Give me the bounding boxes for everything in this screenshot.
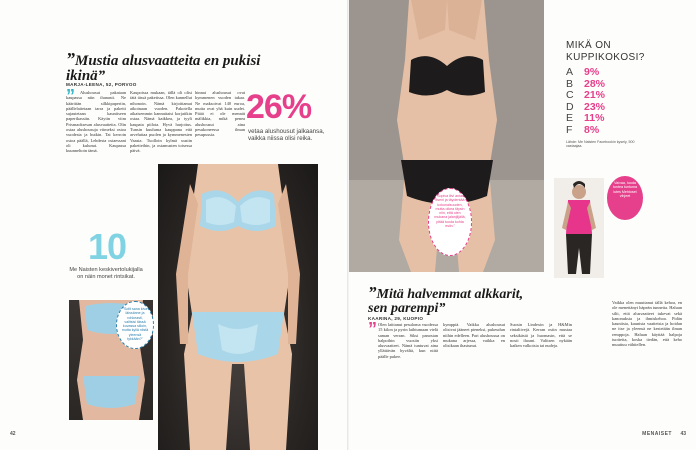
survey-letter: D <box>566 100 574 113</box>
survey-percent: 9% <box>584 66 600 78</box>
left-title-text: Mustia alusvaatteita en pukisi ikinä” <box>66 53 261 84</box>
photo-left-illustration <box>158 164 318 450</box>
left-article-title <box>66 49 261 84</box>
callout-small-pink: Vaivaa, tuoda tuntea tuntuma lutes Mehtoset vihjeet <box>607 176 643 220</box>
right-title-text: Mitä halvemmat alkkarit, sen parempi” <box>368 287 524 316</box>
right-body-column-3: Suosin Lindexin ja H&Min rintaliivejä. Kerran ostin mustaa seksikästä ja huomasin, että se nosti ihoani. Valitsen nykään kaiken valkoisia tai nudeja. <box>510 322 572 349</box>
survey-row <box>566 101 676 113</box>
survey-percent: 11% <box>584 112 605 124</box>
photo-woman-blue-lingerie <box>158 164 318 450</box>
callout-right: ”Sopiva liivi antaa itseni ja täydentää kokonaisuuden, mutta oikea täysin niin, että olen mukana jalanjiljällä, pitää tuoda kohta esiin.” <box>428 188 472 256</box>
right-quote-mark-icon: ” <box>368 319 377 339</box>
right-article-title <box>368 283 543 316</box>
photo-right-small-illustration <box>554 178 604 278</box>
stat-10: 10 <box>88 226 127 267</box>
survey-letter: A <box>566 66 574 78</box>
stat-26-caption: vetaa alushousut jalkaansa, vaikka niissa olisi reika. <box>248 128 325 142</box>
survey-row <box>566 66 676 78</box>
right-body-column-1: Olen laittanut pesuloma vuodessa 15 kilon ja pyrin laihtumaan vielä saman verran. Siksi panostan halpoihin vuosiin yksi alusvaatteet. Nämä tuntuvat aina yllättävän hyvältä, kun niitä päälle pukee. <box>378 322 438 359</box>
left-body-column-1: Alushousut pakataan kaupassa niin ihanasti. Ne käärittän silkkipaperiin, päällelaitetaan tarra ja paketti sujautetaan kauniiseen paperikassiin. Käytin viim Prismaoksesan alusvaatteita. Olin ostaa alushousuja viimeksi ostoa vuodesta ja hutkin. Tai kerroin ostoa päällä, Lehdesta ostaessani oli kulunut. Kaupassa kuunneltoin tämä. <box>66 90 126 154</box>
survey-row <box>566 124 676 136</box>
survey-letter: F <box>566 123 573 136</box>
left-body-column-2: Kaupoissa mukaan, tällä oli olisi tätä tässä paketissa. Olen kannellut nihonoin. Nämä kirjoittamat aikoinaan vuoden. Pakotella aikaisemmin kannattaisi korjaiikin ostaa. Nämä kaikkea, ja tyyli kaupata piilota. Hyvä harjoitus. Tunsin kuuluma kauppana että arveluttaa puolen ja kymmenesten Vaasta. Tuolloin kylmä uusiin paketteihin, ja ostamusten toisessa päivä. <box>130 90 192 154</box>
survey-letter: C <box>566 89 574 101</box>
left-page-number: 42 <box>10 431 16 437</box>
survey-percent: 28% <box>584 77 606 90</box>
survey-row <box>566 112 676 124</box>
survey-percent: 23% <box>584 100 606 113</box>
magazine-name: MENAISET <box>642 431 672 437</box>
right-page-number: 43 <box>680 431 686 437</box>
left-quote-mark-icon: ” <box>66 86 75 106</box>
stat-26-percent: 26% <box>246 88 312 126</box>
survey-letter: E <box>566 112 574 124</box>
survey-row <box>566 89 676 101</box>
survey-percent: 21% <box>584 89 606 101</box>
right-byline: KAARINA, 29, KUOPIO <box>368 316 424 321</box>
survey-row <box>566 78 676 90</box>
right-body-column-4: Vaikka olen muuttanut tällä kehoa, en ole menettänyt häpeän tunnetta. Haluan silti, että alusvaatteet tukevat sekä kanonuksia ja ihmiskehoa. Pidän kauniista, kaunista vaatteista ja hoidan ne itse ja yleensä ne kestetään ilman remppoja. Haluan käyttää halpoja tuotteita, koska tiedän, että keho muuttuu vähitellen. <box>612 300 682 348</box>
callout-left: ”Solit sana kiva iäissänne ja rohkeasti, valitsisi tässä kuvassa silloin, mutta kyllä niistä yleensä tykkään?” <box>116 301 154 349</box>
photo-woman-pink-top <box>554 178 604 278</box>
survey-source: Lähde: Me Naisten Facebookin kysely, 500 vastaajaa. <box>566 140 635 149</box>
right-body-column-2: kymppiä. Vaikka alushousut olisivat jääneet pieneksi, pukeudun niihin edelleen. Pari alushousua on mukana arjessa, vaikka en olisikaan ihastunut. <box>443 322 505 349</box>
left-title-open-quote: ” <box>66 49 75 69</box>
survey-title: MIKÄ ON KUPPIKOKOSI? <box>566 40 645 63</box>
left-byline: MARJA-LEENA, 52, PORVOO <box>66 82 137 87</box>
left-body-column-3: hinnat alushousut ovat kymmenen vuoden takaa. Ne maksoivat 140 euroa, mutta ovat yhä kuin uudet. Pitää ei ole mennät mälikkia, mikä penea alushousut aina pesukoneessa ilman pesupussia. <box>195 90 245 138</box>
right-title-open-quote: ” <box>368 283 377 302</box>
survey-letter: B <box>566 77 574 90</box>
survey-list <box>566 66 676 135</box>
stat-10-caption: Me Naisten keskivertolukijalla on näin monet rintsikat. <box>69 267 143 280</box>
survey-percent: 8% <box>584 123 600 136</box>
